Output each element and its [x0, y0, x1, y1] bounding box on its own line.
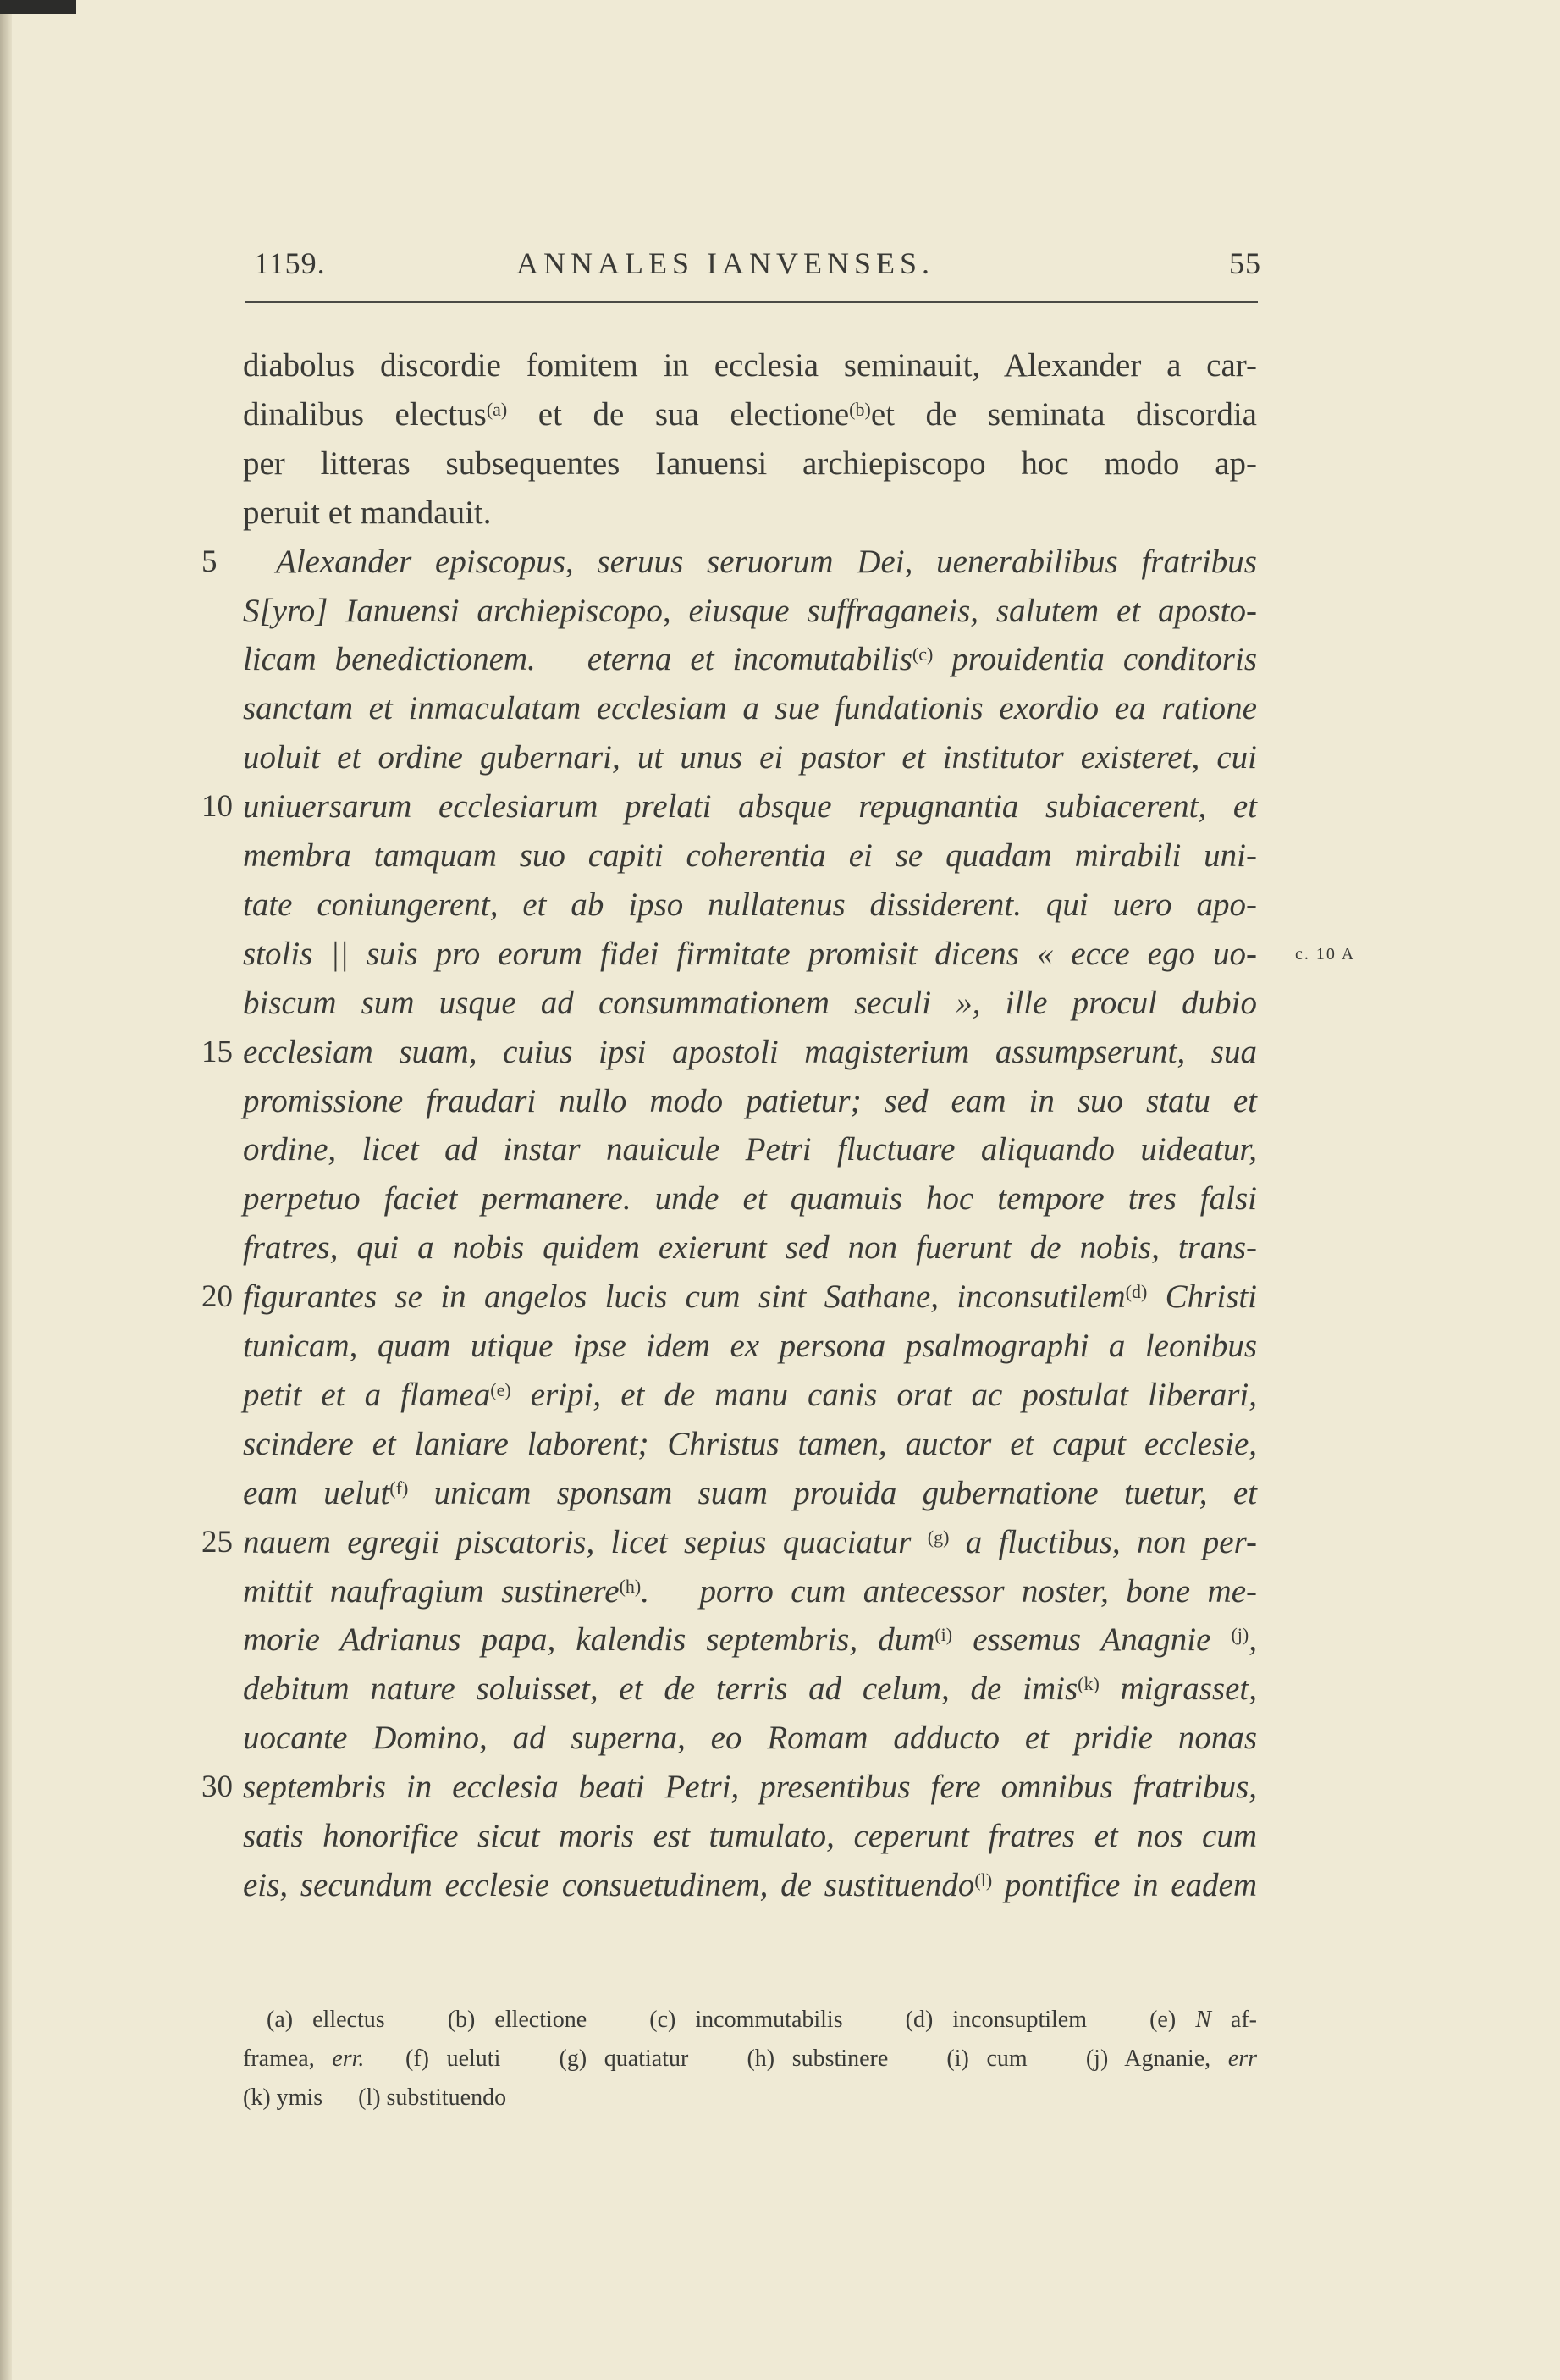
text-run: migrasset, [1099, 1670, 1258, 1708]
text-line [243, 1717, 1257, 1759]
header-rule [245, 301, 1258, 303]
text-line [243, 1571, 1257, 1613]
text-line [243, 1080, 1257, 1123]
text-run: ecclesiam suam, cuius ipsi apostoli magisterium assumpserunt, sua [243, 1033, 1257, 1070]
text-run: mittit naufragium sustinere [243, 1572, 620, 1610]
text-run: a fluctibus, non per- [949, 1523, 1257, 1560]
text-run: per litteras subsequentes Ianuensi archiepiscopo hoc modo ap- [243, 445, 1257, 482]
text-line [243, 443, 1257, 485]
text-run: petit et a flamea [243, 1376, 491, 1413]
text-line [243, 687, 1257, 730]
footnote-marker: (g) [927, 1526, 950, 1548]
text-run: essemus Anagnie [952, 1621, 1232, 1659]
line-number: 5 [201, 544, 218, 579]
text-run: framea, [243, 2046, 333, 2072]
line-number: 30 [201, 1770, 233, 1805]
text-line [243, 1668, 1257, 1710]
text-run: peruit et mandauit. [243, 494, 492, 531]
running-head-year: 1159. [254, 246, 326, 280]
text-run: , [1249, 1621, 1257, 1659]
page-number: 55 [1229, 246, 1261, 280]
text-run: Alexander episcopus, seruus seruorum Dei, uenerabilibus fratribus [243, 543, 1257, 580]
footnote-marker: (a) [486, 398, 508, 420]
text-run: scindere et laniare laborent; Christus tamen, auctor et caput ecclesie, [243, 1425, 1257, 1462]
text-run: figurantes se in angelos lucis cum sint Sathane, inconsutilem [243, 1278, 1126, 1316]
text-run: (f) ueluti (g) quatiatur (h) substinere (i) cum (j) Agnanie, [364, 2046, 1228, 2072]
italic-text: err [1227, 2046, 1257, 2072]
text-run: eam uelut [243, 1474, 390, 1511]
text-run: uniuersarum ecclesiarum prelati absque repugnantia subiacerent, et [243, 788, 1257, 826]
text-line [243, 1031, 1257, 1074]
text-run: diabolus discordie fomitem in ecclesia seminauit, Alexander a car- [243, 347, 1257, 384]
footnote-marker: (h) [619, 1575, 642, 1597]
text-run: ordine, licet ad instar nauicule Petri fluctuare aliquando uideatur, [243, 1131, 1257, 1168]
text-run: et de seminata discordia [870, 395, 1257, 433]
italic-text: N [1195, 2007, 1211, 2033]
text-line [243, 590, 1257, 632]
text-line [243, 1178, 1257, 1220]
page-binding-edge [0, 0, 12, 2380]
text-line [243, 1619, 1257, 1661]
text-run: eripi, et de manu canis orat ac postulat liberari, [510, 1376, 1257, 1413]
text-run: dinalibus electus [243, 395, 487, 433]
footnote-line [243, 2042, 1257, 2076]
text-line [243, 933, 1257, 975]
text-run: biscum sum usque ad consummationem seculi », ille procul dubio [243, 984, 1257, 1021]
text-line [243, 1472, 1257, 1515]
text-line [243, 1374, 1257, 1416]
text-run: membra tamquam suo capiti coherentia ei se quadam mirabili uni- [243, 837, 1257, 874]
text-run: uoluit et ordine gubernari, ut unus ei pastor et institutor existeret, cui [243, 739, 1257, 776]
text-line [243, 1815, 1257, 1858]
footnote-marker: (j) [1231, 1624, 1249, 1646]
text-run: tunicam, quam utique ipse idem ex persona psalmographi a leonibus [243, 1328, 1257, 1364]
text-run: sanctam et inmaculatam ecclesiam a sue fundationis exordio ea ratione [243, 690, 1257, 727]
text-line [243, 394, 1257, 436]
text-line [243, 541, 1257, 583]
text-line [243, 1423, 1257, 1466]
footnote-marker: (b) [849, 398, 871, 420]
footnote-line [243, 2081, 1257, 2115]
text-run: af- [1210, 2007, 1258, 2033]
text-line [243, 982, 1257, 1024]
footnote-marker: (d) [1125, 1281, 1148, 1303]
text-line [243, 835, 1257, 877]
text-run: pontifice in eadem [992, 1866, 1257, 1903]
footnote-marker: (c) [912, 643, 934, 665]
text-run: satis honorifice sicut moris est tumulato, ceperunt fratres et nos cum [243, 1818, 1257, 1854]
text-run: morie Adrianus papa, kalendis septembris, dum [243, 1621, 935, 1659]
text-run: perpetuo faciet permanere. unde et quamuis hoc tempore tres falsi [243, 1180, 1257, 1218]
footnote-marker: (l) [974, 1869, 993, 1891]
text-line [243, 737, 1257, 779]
text-run: fratres, qui a nobis quidem exierunt sed non fuerunt de nobis, trans- [243, 1229, 1257, 1267]
text-run: eis, secundum ecclesie consuetudinem, de sustituendo [243, 1866, 975, 1903]
text-line [243, 492, 1257, 534]
line-number: 10 [201, 789, 233, 825]
text-run: septembris in ecclesia beati Petri, presentibus fere omnibus fratribus, [243, 1769, 1257, 1806]
text-line [243, 1864, 1257, 1907]
text-run: S[yro] Ianuensi archiepiscopo, eiusque suffraganeis, salutem et aposto- [243, 592, 1257, 629]
text-line [243, 638, 1257, 681]
italic-text: err. [332, 2046, 365, 2072]
text-line [243, 1129, 1257, 1171]
text-run: prouidentia conditoris [933, 641, 1257, 678]
text-line [243, 884, 1257, 926]
footnote-marker: (k) [1078, 1673, 1100, 1695]
text-run: tate coniungerent, et ab ipso nullatenus dissiderent. qui uero apo- [243, 886, 1257, 923]
text-line [243, 1766, 1257, 1808]
line-number: 20 [201, 1279, 233, 1315]
text-run: uocante Domino, ad superna, eo Romam adducto et pridie nonas [243, 1720, 1257, 1757]
text-run: unicam sponsam suam prouida gubernatione tuetur, et [408, 1474, 1257, 1511]
text-run: promissione fraudari nullo modo patietur; sed eam in suo statu et [243, 1082, 1257, 1119]
margin-reference: c. 10 A [1295, 944, 1356, 964]
footnote-marker: (i) [934, 1624, 953, 1646]
footnote-marker: (e) [490, 1378, 511, 1400]
text-line [243, 1521, 1257, 1564]
footnote-marker: (f) [389, 1477, 409, 1499]
text-run: . porro cum antecessor noster, bone me- [641, 1572, 1257, 1610]
text-run: (a) ellectus (b) ellectione (c) incommutabilis (d) inconsuptilem (e) [243, 2007, 1196, 2033]
binding-tape [0, 0, 76, 14]
line-number: 15 [201, 1034, 233, 1069]
text-line [243, 1227, 1257, 1269]
text-run: Christi [1147, 1278, 1258, 1316]
text-line [243, 345, 1257, 387]
text-run: debitum nature soluisset, et de terris ad celum, de imis [243, 1670, 1078, 1708]
running-head-title: ANNALES IANVENSES. [516, 246, 934, 280]
text-run: et de sua electione [507, 395, 850, 433]
text-line [243, 786, 1257, 828]
footnote-line [243, 2003, 1257, 2037]
text-run: (k) ymis (l) substituendo [243, 2085, 507, 2111]
text-run: stolis || suis pro eorum fidei firmitate promisit dicens « ecce ego uo- [243, 935, 1257, 972]
line-number: 25 [201, 1524, 233, 1560]
text-run: licam benedictionem. eterna et incomutabilis [243, 641, 912, 678]
text-line [243, 1325, 1257, 1367]
text-run: nauem egregii piscatoris, licet sepius quaciatur [243, 1523, 928, 1560]
text-line [243, 1276, 1257, 1318]
